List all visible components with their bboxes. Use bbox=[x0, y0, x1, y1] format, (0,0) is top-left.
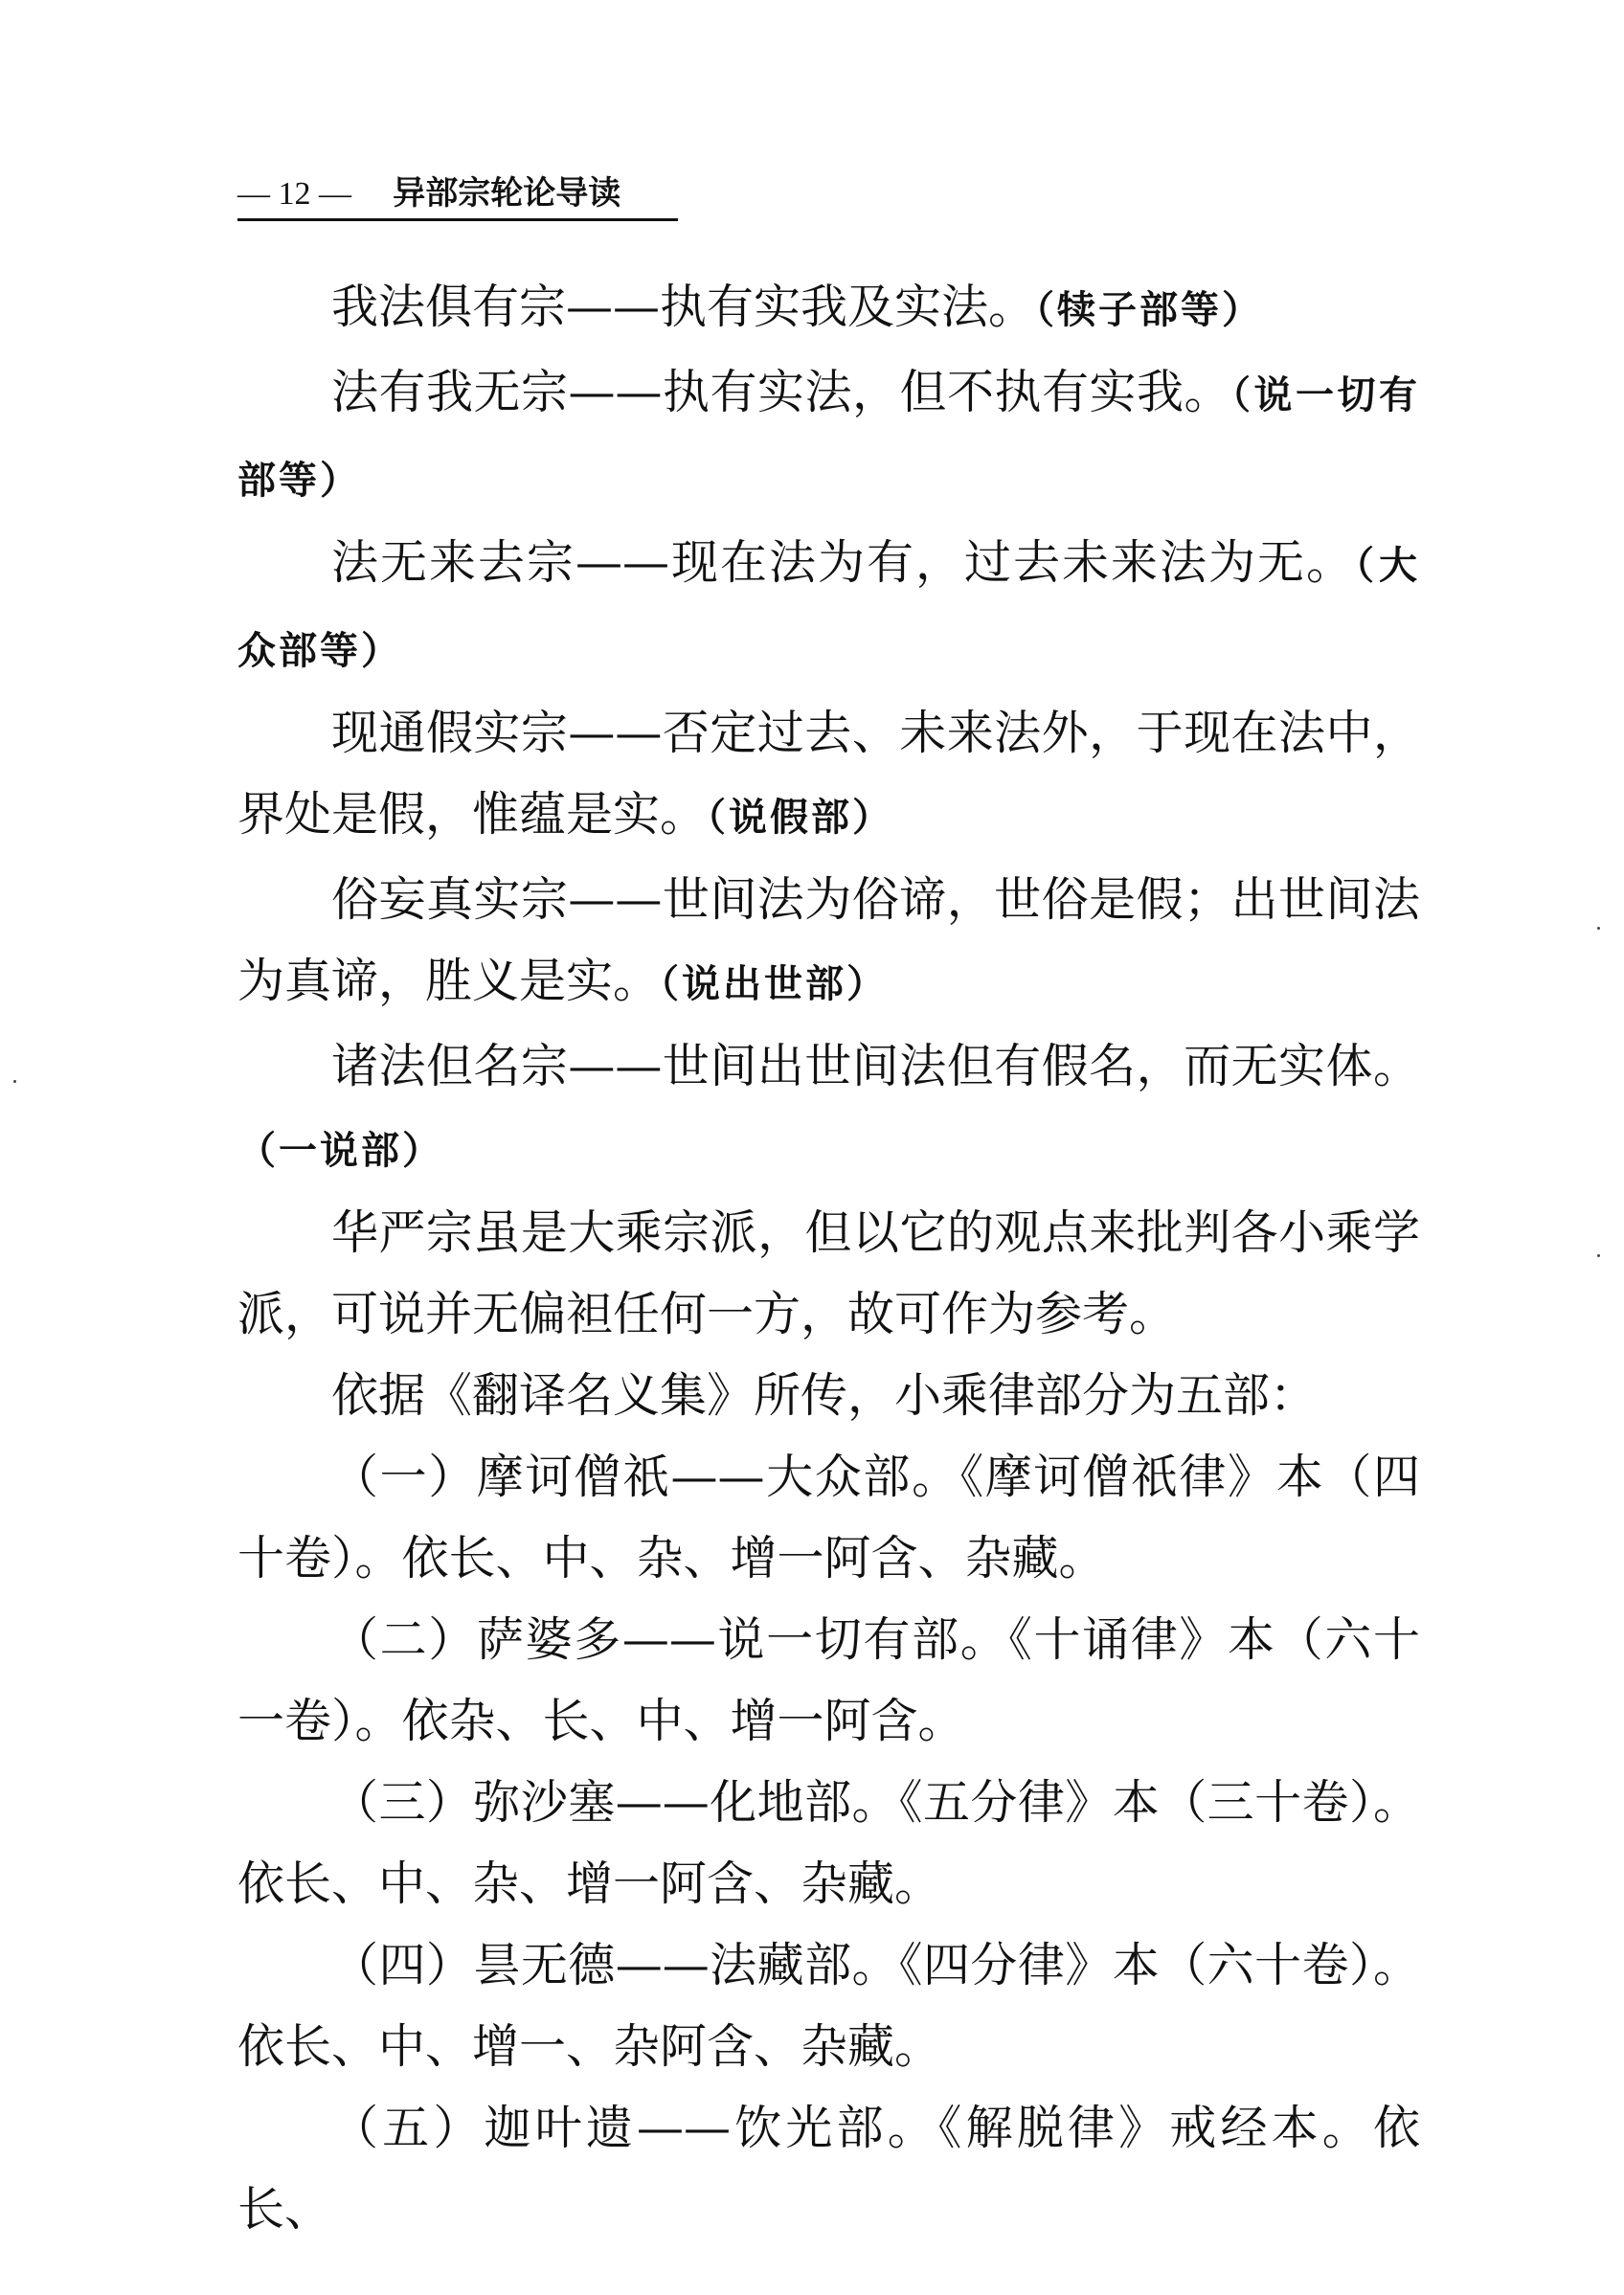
paragraph-text: 华严宗虽是大乘宗派，但以它的观点来批判各小乘学派，可说并无偏袒任何一方，故可作为参考。 bbox=[237, 1205, 1420, 1341]
paragraph bbox=[237, 1762, 1420, 1924]
paragraph bbox=[237, 1355, 1420, 1436]
school-note: （大众部等） bbox=[237, 544, 1420, 673]
paragraph bbox=[237, 1599, 1420, 1762]
page-body bbox=[237, 266, 1420, 2250]
scan-speck bbox=[13, 1080, 16, 1083]
paragraph-text: 法无来去宗——现在法为有，过去未来法为无。 bbox=[331, 535, 1355, 590]
paragraph bbox=[237, 2087, 1420, 2250]
paragraph bbox=[237, 522, 1420, 692]
page-number: — 12 — bbox=[237, 176, 351, 212]
paragraph-text: 法有我无宗——执有实法，但不执有实我。 bbox=[331, 365, 1231, 419]
paragraph-text: （一）摩诃僧祇——大众部。《摩诃僧祇律》本（四十卷）。依长、中、杂、增一阿含、杂藏。 bbox=[237, 1450, 1420, 1586]
school-note: （说出世部） bbox=[660, 962, 889, 1006]
running-header bbox=[237, 169, 678, 221]
paragraph-text: 现通假实宗——否定过去、未来法外，于现在法中，界处是假，惟蕴是实。 bbox=[237, 706, 1420, 842]
paragraph bbox=[237, 1924, 1420, 2087]
school-note: （一说部） bbox=[237, 1129, 443, 1173]
paragraph-text: （四）昙无德——法藏部。《四分律》本（六十卷）。依长、中、增一、杂阿含、杂藏。 bbox=[237, 1938, 1420, 2074]
paragraph bbox=[237, 1192, 1420, 1355]
paragraph-text: （二）萨婆多——说一切有部。《十诵律》本（六十一卷）。依杂、长、中、增一阿含。 bbox=[237, 1612, 1420, 1748]
school-note: （犊子部等） bbox=[1035, 288, 1264, 332]
school-note: （说假部） bbox=[707, 796, 894, 840]
paragraph bbox=[237, 266, 1420, 351]
paragraph-text: 诸法但名宗——世间出世间法但有假名，而无实体。 bbox=[331, 1039, 1420, 1093]
scan-speck bbox=[1597, 1254, 1600, 1257]
paragraph bbox=[237, 1025, 1420, 1192]
paragraph-text: （五）迦叶遗——饮光部。《解脱律》戒经本。依长、 bbox=[237, 2101, 1420, 2237]
paragraph-text: 我法俱有宗——执有实我及实法。 bbox=[331, 280, 1036, 334]
paragraph-text: 俗妄真实宗——世间法为俗谛，世俗是假；出世间法为真谛，胜义是实。 bbox=[237, 872, 1420, 1008]
paragraph-text: 依据《翻译名义集》所传，小乘律部分为五部： bbox=[331, 1368, 1318, 1423]
paragraph-text: （三）弥沙塞——化地部。《五分律》本（三十卷）。依长、中、杂、增一阿含、杂藏。 bbox=[237, 1775, 1420, 1911]
school-note: （说一切有部等） bbox=[237, 373, 1420, 503]
paragraph bbox=[237, 692, 1420, 859]
book-title: 异部宗轮论导读 bbox=[393, 174, 621, 213]
scan-speck bbox=[1597, 927, 1600, 930]
paragraph bbox=[237, 351, 1420, 522]
paragraph bbox=[237, 1436, 1420, 1599]
paragraph bbox=[237, 859, 1420, 1025]
